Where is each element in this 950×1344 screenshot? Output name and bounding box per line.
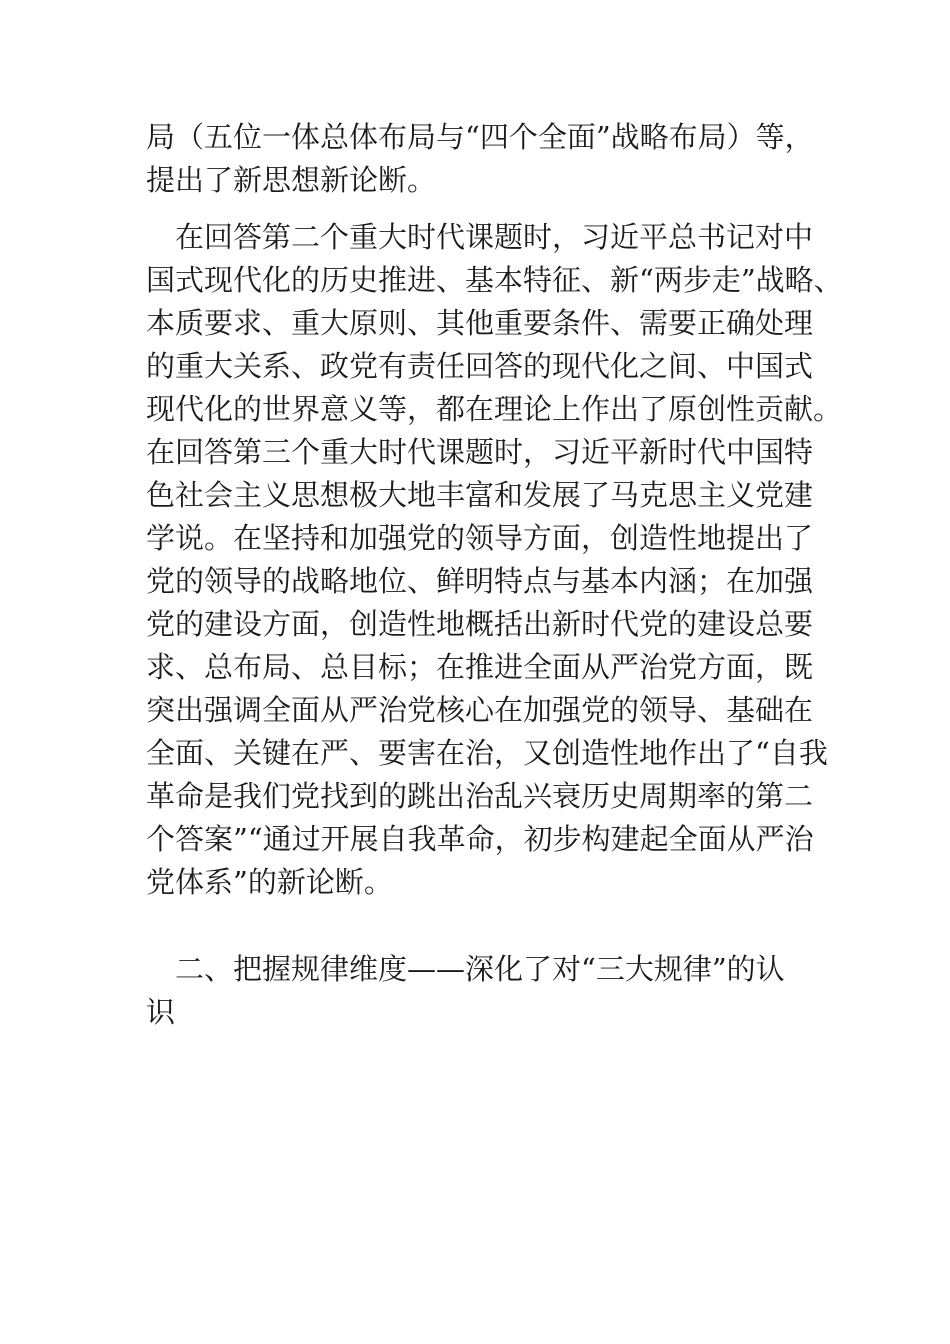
text-line: 局（五位一体总体布局与“四个全面”战略布局）等，: [146, 120, 814, 154]
paragraph-continuation: [146, 116, 814, 202]
text-line: 党的建设方面，创造性地概括出新时代党的建设总要: [146, 607, 814, 641]
text-line: 党的领导的战略地位、鲜明特点与基本内涵；在加强: [146, 564, 814, 598]
text-line: 现代化的世界意义等，都在理论上作出了原创性贡献。: [146, 392, 843, 426]
text-line: 突出强调全面从严治党核心在加强党的领导、基础在: [146, 693, 814, 727]
text-line: 学说。在坚持和加强党的领导方面，创造性地提出了: [146, 521, 814, 555]
text-line: 本质要求、重大原则、其他重要条件、需要正确处理: [146, 306, 814, 340]
text-line: 革命是我们党找到的跳出治乱兴衰历史周期率的第二: [146, 779, 814, 813]
text-line: 个答案”“通过开展自我革命，初步构建起全面从严治: [146, 822, 814, 856]
text-line: 在回答第二个重大时代课题时，习近平总书记对中: [146, 220, 814, 254]
text-line: 提出了新思想新论断。: [146, 163, 437, 197]
text-line: 党体系”的新论断。: [146, 865, 393, 899]
text-line: 在回答第三个重大时代课题时，习近平新时代中国特: [146, 435, 814, 469]
heading-line: 二、把握规律维度——深化了对“三大规律”的认: [146, 952, 785, 986]
text-line: 求、总布局、总目标；在推进全面从严治党方面，既: [146, 650, 814, 684]
text-line: 色社会主义思想极大地丰富和发展了马克思主义党建: [146, 478, 814, 512]
text-line: 全面、关键在严、要害在治，又创造性地作出了“自我: [146, 736, 828, 770]
text-line: 的重大关系、政党有责任回答的现代化之间、中国式: [146, 349, 814, 383]
section-heading: [146, 948, 811, 1034]
heading-line: 识: [146, 995, 176, 1029]
text-line: 国式现代化的历史推进、基本特征、新“两步走”战略、: [146, 263, 843, 297]
paragraph-main: [146, 216, 843, 904]
